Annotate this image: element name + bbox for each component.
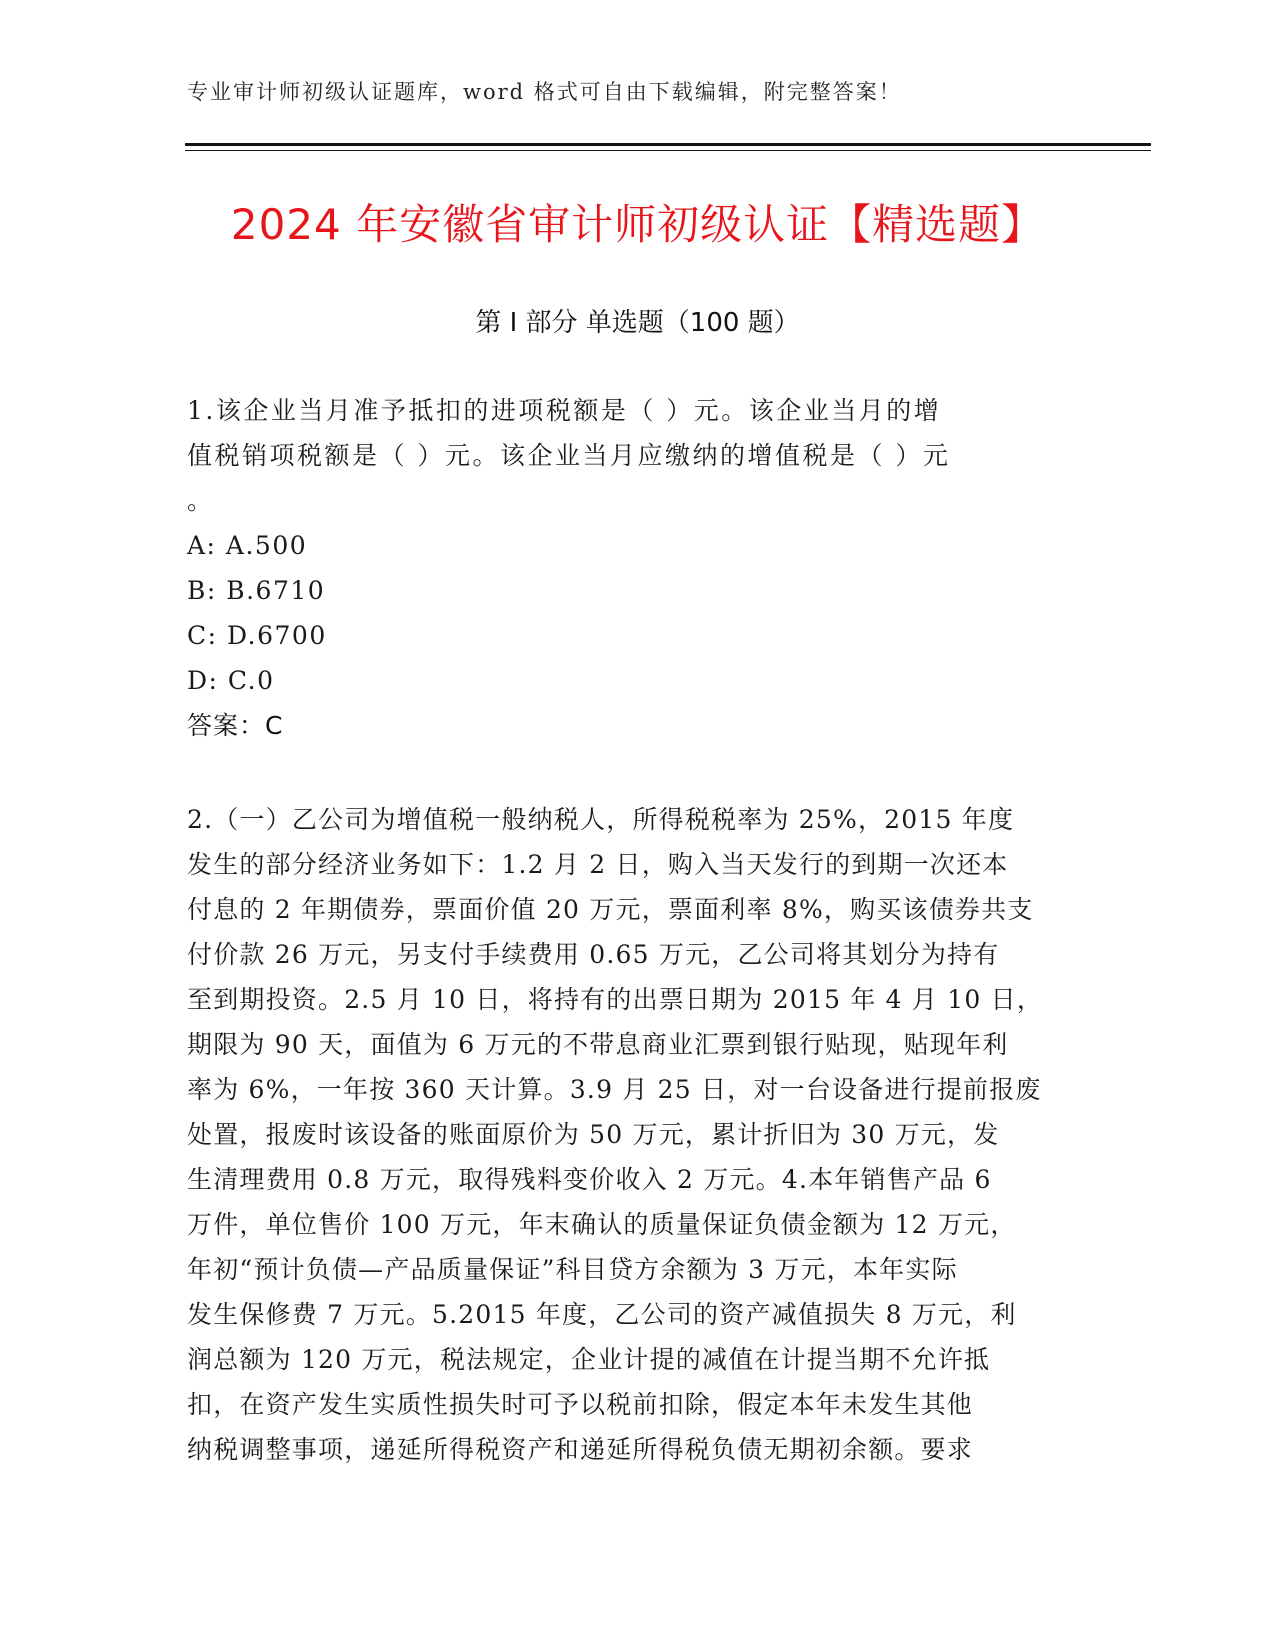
- question-2: [187, 797, 1077, 1472]
- section-title: 第 I 部分 单选题（100 题）: [475, 308, 800, 338]
- question-2-line: 发生的部分经济业务如下：1.2 月 2 日，购入当天发行的到期一次还本: [187, 850, 1009, 879]
- question-2-line: 2.（一）乙公司为增值税一般纳税人，所得税税率为 25%，2015 年度: [187, 805, 1015, 834]
- answer-1: 答案：C: [187, 711, 284, 740]
- question-2-line: 润总额为 120 万元，税法规定，企业计提的减值在计提当期不允许抵: [187, 1345, 991, 1374]
- document-title: 2024 年安徽省审计师初级认证【精选题】: [230, 200, 1045, 249]
- question-2-line: 生清理费用 0.8 万元，取得残料变价收入 2 万元。4.本年销售产品 6: [187, 1165, 992, 1194]
- header-rule-thick: [185, 143, 1151, 146]
- question-2-line: 期限为 90 天，面值为 6 万元的不带息商业汇票到银行贴现，贴现年利: [187, 1030, 1009, 1059]
- question-1-line: 。: [187, 486, 215, 515]
- question-2-line: 付价款 26 万元，另支付手续费用 0.65 万元，乙公司将其划分为持有: [187, 940, 1000, 969]
- header-note: 专业审计师初级认证题库，word 格式可自由下载编辑，附完整答案！: [187, 80, 902, 104]
- option-a: A: A.500: [187, 531, 308, 560]
- question-2-line: 处置，报废时该设备的账面原价为 50 万元，累计折旧为 30 万元，发: [187, 1120, 1000, 1149]
- question-1: [187, 388, 1077, 748]
- header-rule-thin: [185, 150, 1151, 151]
- question-2-line: 扣，在资产发生实质性损失时可予以税前扣除，假定本年未发生其他: [187, 1390, 974, 1419]
- option-c: C: D.6700: [187, 621, 327, 650]
- question-2-line: 纳税调整事项，递延所得税资产和递延所得税负债无期初余额。要求: [187, 1435, 974, 1464]
- question-2-line: 至到期投资。2.5 月 10 日，将持有的出票日期为 2015 年 4 月 10 日，: [187, 985, 1044, 1014]
- question-1-line: 值税销项税额是（ ）元。该企业当月应缴纳的增值税是（ ）元: [187, 441, 951, 470]
- question-1-line: 1.该企业当月准予抵扣的进项税额是（ ）元。该企业当月的增: [187, 396, 942, 425]
- option-b: B: B.6710: [187, 576, 326, 605]
- question-2-line: 率为 6%，一年按 360 天计算。3.9 月 25 日，对一台设备进行提前报废: [187, 1075, 1042, 1104]
- question-2-line: 万件，单位售价 100 万元，年末确认的质量保证负债金额为 12 万元，: [187, 1210, 1017, 1239]
- question-2-line: 发生保修费 7 万元。5.2015 年度，乙公司的资产减值损失 8 万元，利: [187, 1300, 1017, 1329]
- question-2-line: 付息的 2 年期债券，票面价值 20 万元，票面利率 8%，购买该债券共支: [187, 895, 1034, 924]
- option-d: D: C.0: [187, 666, 275, 695]
- question-2-line: 年初“预计负债—产品质量保证”科目贷方余额为 3 万元，本年实际: [187, 1255, 958, 1284]
